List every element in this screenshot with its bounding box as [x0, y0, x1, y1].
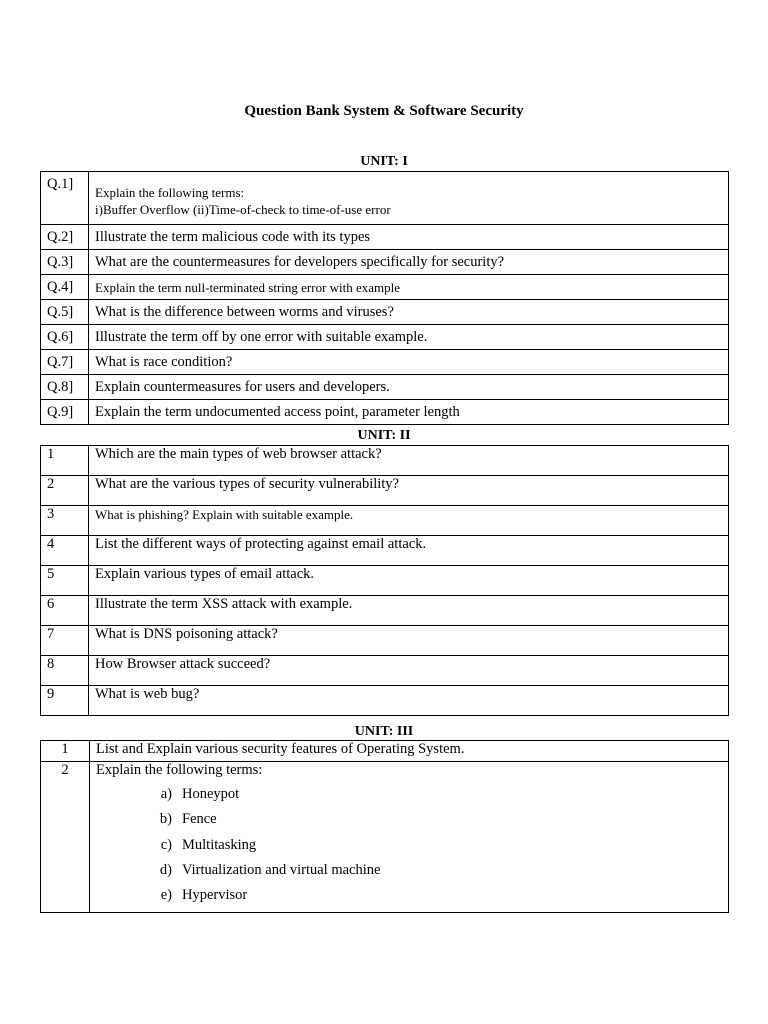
question-number: 4 — [41, 536, 89, 566]
question-text: Explain various types of email attack. — [89, 566, 729, 596]
question-number: Q.6] — [41, 325, 89, 350]
question-text: Illustrate the term XSS attack with example. — [89, 596, 729, 626]
question-text: Explain the term undocumented access point, parameter length — [89, 400, 729, 425]
table-row — [41, 741, 729, 762]
question-text: How Browser attack succeed? — [89, 656, 729, 686]
list-item — [96, 862, 728, 887]
question-text: Illustrate the term malicious code with its types — [89, 225, 729, 250]
unit-3-table — [40, 740, 729, 913]
question-number: Q.1] — [41, 172, 89, 225]
question-number: 2 — [41, 476, 89, 506]
question-text: Illustrate the term off by one error with suitable example. — [89, 325, 729, 350]
list-marker: a) — [160, 786, 172, 802]
list-item — [96, 811, 728, 836]
question-number: Q.5] — [41, 300, 89, 325]
table-row — [41, 400, 729, 425]
list-item — [96, 837, 728, 862]
table-row — [41, 536, 729, 566]
question-number: 1 — [41, 446, 89, 476]
table-row — [41, 566, 729, 596]
table-row — [41, 225, 729, 250]
question-text: Which are the main types of web browser attack? — [89, 446, 729, 476]
question-text — [89, 172, 729, 225]
question-text: What is web bug? — [89, 686, 729, 716]
question-line: Explain the following terms: — [95, 185, 245, 200]
list-item — [96, 786, 728, 811]
question-text — [90, 762, 729, 913]
table-row — [41, 596, 729, 626]
table-row — [41, 275, 729, 300]
question-number: Q.3] — [41, 250, 89, 275]
question-number: Q.2] — [41, 225, 89, 250]
list-marker: b) — [159, 811, 172, 828]
sub-term-list — [96, 786, 728, 912]
question-number: 8 — [41, 656, 89, 686]
question-number: 5 — [41, 566, 89, 596]
table-row — [41, 250, 729, 275]
table-row — [41, 656, 729, 686]
table-row — [41, 476, 729, 506]
table-row — [41, 325, 729, 350]
question-text: List the different ways of protecting against email attack. — [89, 536, 729, 566]
list-marker: c) — [160, 836, 172, 853]
unit-2-table — [40, 445, 729, 716]
question-text: What is the difference between worms and viruses? — [89, 300, 729, 325]
question-number: 6 — [41, 596, 89, 626]
table-row — [41, 762, 729, 913]
question-text: What are the countermeasures for developers specifically for security? — [89, 250, 729, 275]
question-number: 3 — [41, 506, 89, 536]
question-number: 1 — [41, 741, 90, 762]
table-row — [41, 626, 729, 656]
question-line: Explain the following terms: — [96, 762, 263, 778]
list-item-text: Honeypot — [182, 786, 240, 802]
question-number: 7 — [41, 626, 89, 656]
question-number: 2 — [41, 762, 90, 913]
document-title: Question Bank System & Software Security — [244, 103, 524, 119]
question-text: What are the various types of security vulnerability? — [89, 476, 729, 506]
question-number: Q.8] — [41, 375, 89, 400]
question-line: i)Buffer Overflow (ii)Time-of-check to time-of-use error — [95, 202, 391, 217]
table-row — [41, 375, 729, 400]
question-number: Q.9] — [41, 400, 89, 425]
table-row — [41, 686, 729, 716]
unit-3-heading: UNIT: III — [354, 724, 414, 739]
list-marker: e) — [160, 887, 172, 904]
question-number: Q.4] — [41, 275, 89, 300]
table-row — [41, 506, 729, 536]
list-item-text: Hypervisor — [182, 887, 248, 904]
question-number: 9 — [41, 686, 89, 716]
list-item — [96, 887, 728, 912]
question-text: What is race condition? — [89, 350, 729, 375]
table-row — [41, 300, 729, 325]
list-item-text: Multitasking — [182, 836, 257, 853]
list-item-text: Virtualization and virtual machine — [182, 861, 381, 878]
question-number: Q.7] — [41, 350, 89, 375]
question-text: Explain countermeasures for users and developers. — [89, 375, 729, 400]
table-row — [41, 172, 729, 225]
unit-2-heading: UNIT: II — [357, 428, 411, 443]
question-text: What is phishing? Explain with suitable example. — [89, 506, 729, 536]
list-marker: d) — [159, 861, 172, 878]
unit-1-heading: UNIT: I — [360, 154, 408, 169]
unit-1-table — [40, 171, 729, 425]
list-item-text: Fence — [182, 811, 217, 828]
table-row — [41, 350, 729, 375]
table-row — [41, 446, 729, 476]
question-text: What is DNS poisoning attack? — [89, 626, 729, 656]
question-text: List and Explain various security features of Operating System. — [90, 741, 729, 762]
question-text: Explain the term null-terminated string error with example — [89, 275, 729, 300]
